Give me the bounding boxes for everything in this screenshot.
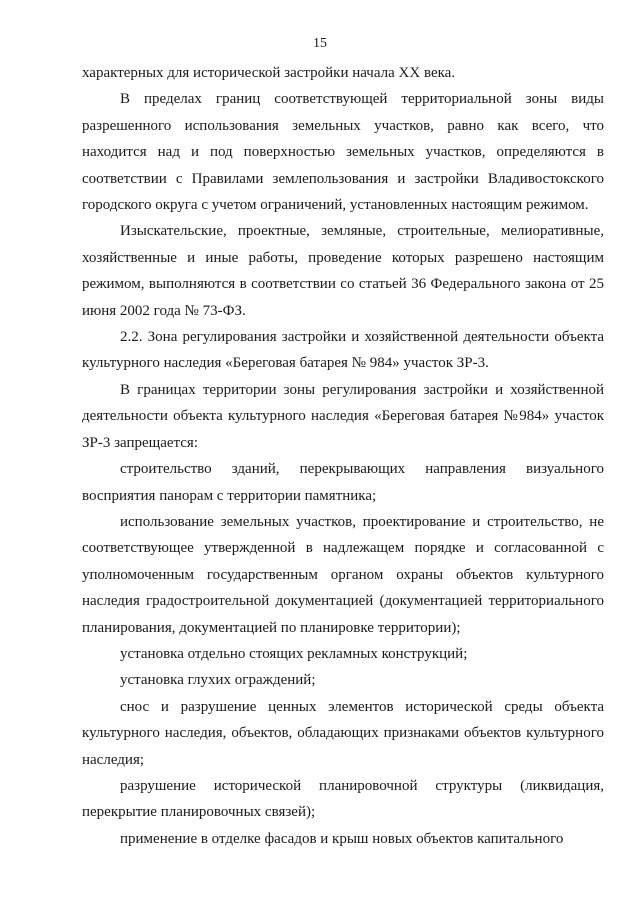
list-item: использование земельных участков, проектирование и строительство, не соответствующее утвержденной в надлежащем порядке и согласованной с уполномоченным государственным органом охраны объектов культурного наследия градостроительной документацией (документацией территориального планирования, документацией по планировке территории); <box>82 513 604 636</box>
paragraph: В пределах границ соответствующей территориальной зоны виды разрешенного использования земельных участков, равно как всего, что находится над и под поверхностью земельных участков, определяются в соответствии с Правилами землепользования и застройки Владивостокского городского округа с учетом ограничений, установленных настоящим режимом. <box>82 91 604 214</box>
paragraph: характерных для исторической застройки начала XX века. <box>82 65 456 81</box>
list-item: снос и разрушение ценных элементов исторической среды объекта культурного наследия, объектов, обладающих признаками объектов культурного наследия; <box>82 698 604 768</box>
list-item: установка глухих ограждений; <box>120 672 316 689</box>
list-item: применение в отделке фасадов и крыш новых объектов капитального <box>120 830 564 847</box>
paragraph: Изыскательские, проектные, земляные, строительные, мелиоративные, хозяйственные и иные работы, проведение которых разрешено настоящим режимом, выполняются в соответствии со статьей 36 Федерального закона от 25 июня 2002 года № 73-ФЗ. <box>82 223 604 319</box>
page-number: 15 <box>313 36 327 51</box>
list-item: разрушение исторической планировочной структуры (ликвидация, перекрытие планировочных связей); <box>82 777 604 821</box>
list-item: установка отдельно стоящих рекламных конструкций; <box>120 645 468 662</box>
document-body <box>82 60 604 852</box>
list-item: строительство зданий, перекрывающих направления визуального восприятия панорам с территории памятника; <box>82 461 604 504</box>
section-heading-paragraph: 2.2. Зона регулирования застройки и хозяйственной деятельности объекта культурного наследия «Береговая батарея № 984» участок ЗР-3. <box>82 329 604 372</box>
paragraph: В границах территории зоны регулирования застройки и хозяйственной деятельности объекта культурного наследия «Береговая батарея №984» участок ЗР-3 запрещается: <box>82 381 604 451</box>
